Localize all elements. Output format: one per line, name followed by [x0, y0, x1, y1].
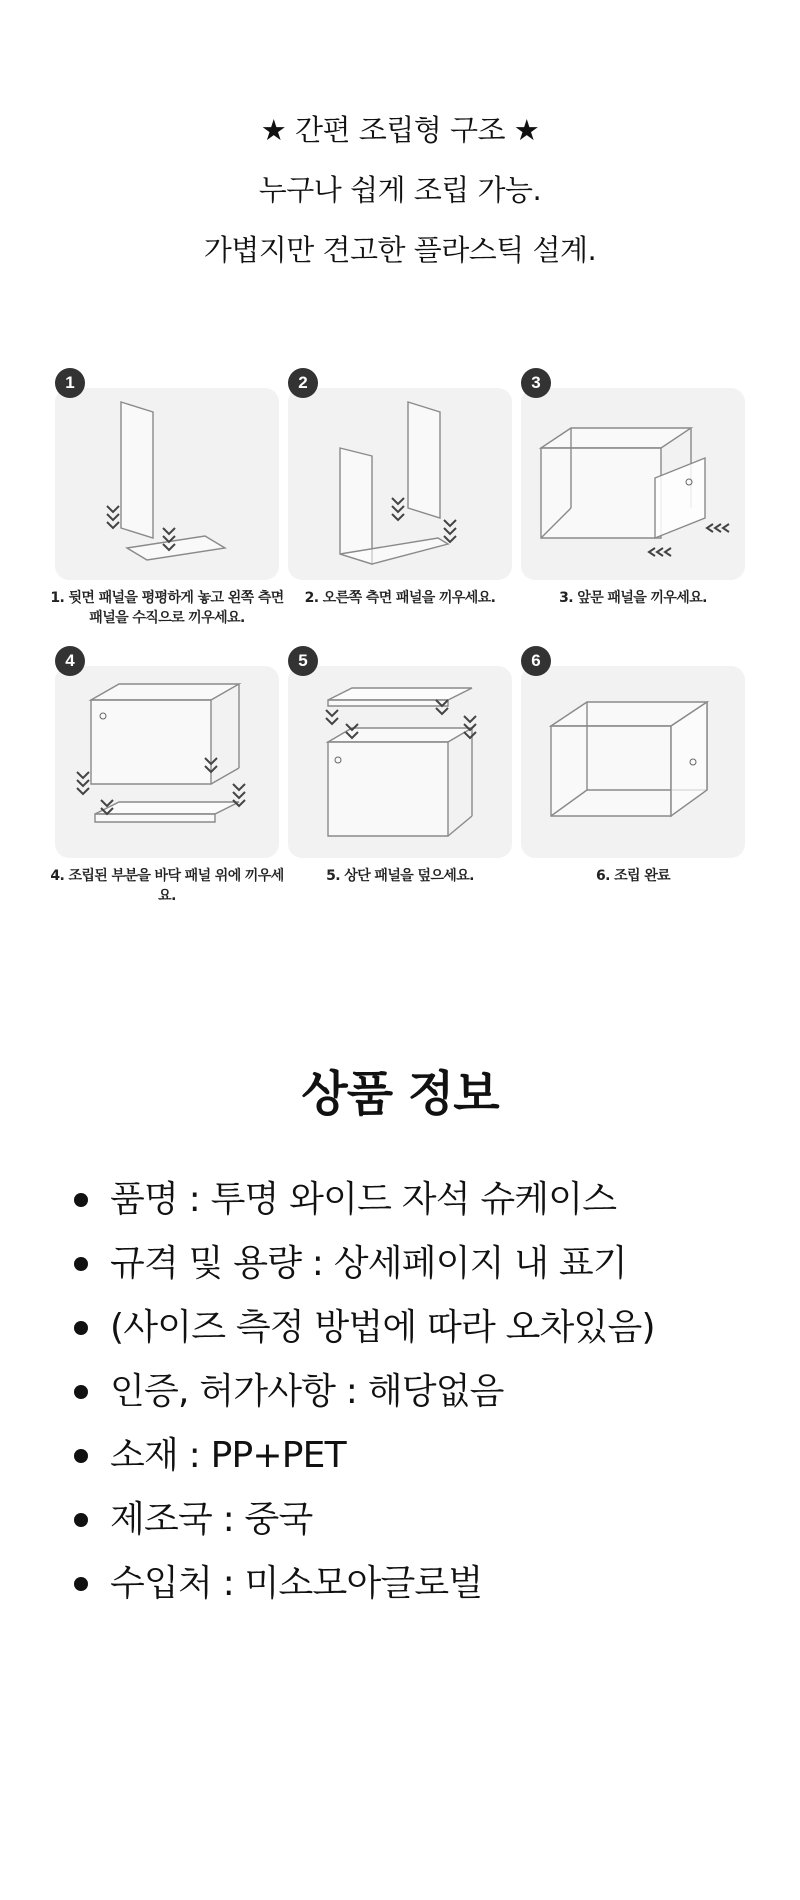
step-number-badge: 1 [55, 368, 85, 398]
shoe-box-illustration [521, 666, 745, 858]
step-illustration-card [521, 666, 745, 858]
item-text: 품명 : 투명 와이드 자석 슈케이스 [110, 1179, 617, 1220]
item-text: 수입처 : 미소모아글로벌 [110, 1563, 483, 1604]
list-item [70, 1232, 770, 1296]
clear-panel-illustration [55, 388, 279, 580]
shoe-box-illustration [288, 666, 512, 858]
step-caption: 2. 오른쪽 측면 패널을 끼우세요. [304, 590, 496, 606]
bullet-icon [74, 1257, 88, 1271]
step-illustration-card [521, 388, 745, 580]
step-caption: 4. 조립된 부분을 바닥 패널 위에 끼우세요. [50, 868, 284, 904]
step-caption: 6. 조립 완료 [595, 868, 671, 884]
bullet-icon [74, 1449, 88, 1463]
clear-panel-illustration [288, 388, 512, 580]
shoe-box-illustration [521, 388, 745, 580]
step-number-badge: 6 [521, 646, 551, 676]
item-text: 소재 : PP+PET [110, 1435, 346, 1476]
step-number-badge: 5 [288, 646, 318, 676]
bullet-icon [74, 1193, 88, 1207]
intro-subline-2: 가볍지만 견고한 플라스틱 설계. [203, 233, 597, 267]
step-caption: 1. 뒷면 패널을 평평하게 놓고 왼쪽 측면 패널을 수직으로 끼우세요. [50, 590, 284, 626]
intro-headline: ★ 간편 조립형 구조 ★ [260, 113, 540, 147]
list-item [70, 1552, 770, 1616]
list-item [70, 1424, 770, 1488]
step-illustration-card [288, 388, 512, 580]
item-text: 인증, 허가사항 : 해당없음 [110, 1371, 504, 1412]
intro-subline-1: 누구나 쉽게 조립 가능. [258, 173, 542, 207]
intro-section [0, 100, 800, 280]
list-item [70, 1168, 770, 1232]
item-text: (사이즈 측정 방법에 따라 오차있음) [110, 1307, 655, 1348]
product-info-list [70, 1168, 770, 1616]
step-illustration-card [288, 666, 512, 858]
bullet-icon [74, 1577, 88, 1591]
step-caption: 3. 앞문 패널을 끼우세요. [559, 590, 707, 606]
bullet-icon [74, 1321, 88, 1335]
item-text: 제조국 : 중국 [110, 1499, 313, 1540]
shoe-box-illustration [55, 666, 279, 858]
list-item [70, 1296, 770, 1360]
product-info-title: 상품 정보 [301, 1066, 499, 1122]
step-illustration-card [55, 388, 279, 580]
bullet-icon [74, 1385, 88, 1399]
step-number-badge: 4 [55, 646, 85, 676]
bullet-icon [74, 1513, 88, 1527]
step-caption: 5. 상단 패널을 덮으세요. [326, 868, 474, 884]
item-text: 규격 및 용량 : 상세페이지 내 표기 [110, 1243, 627, 1284]
step-number-badge: 2 [288, 368, 318, 398]
list-item [70, 1488, 770, 1552]
list-item [70, 1360, 770, 1424]
step-illustration-card [55, 666, 279, 858]
step-number-badge: 3 [521, 368, 551, 398]
